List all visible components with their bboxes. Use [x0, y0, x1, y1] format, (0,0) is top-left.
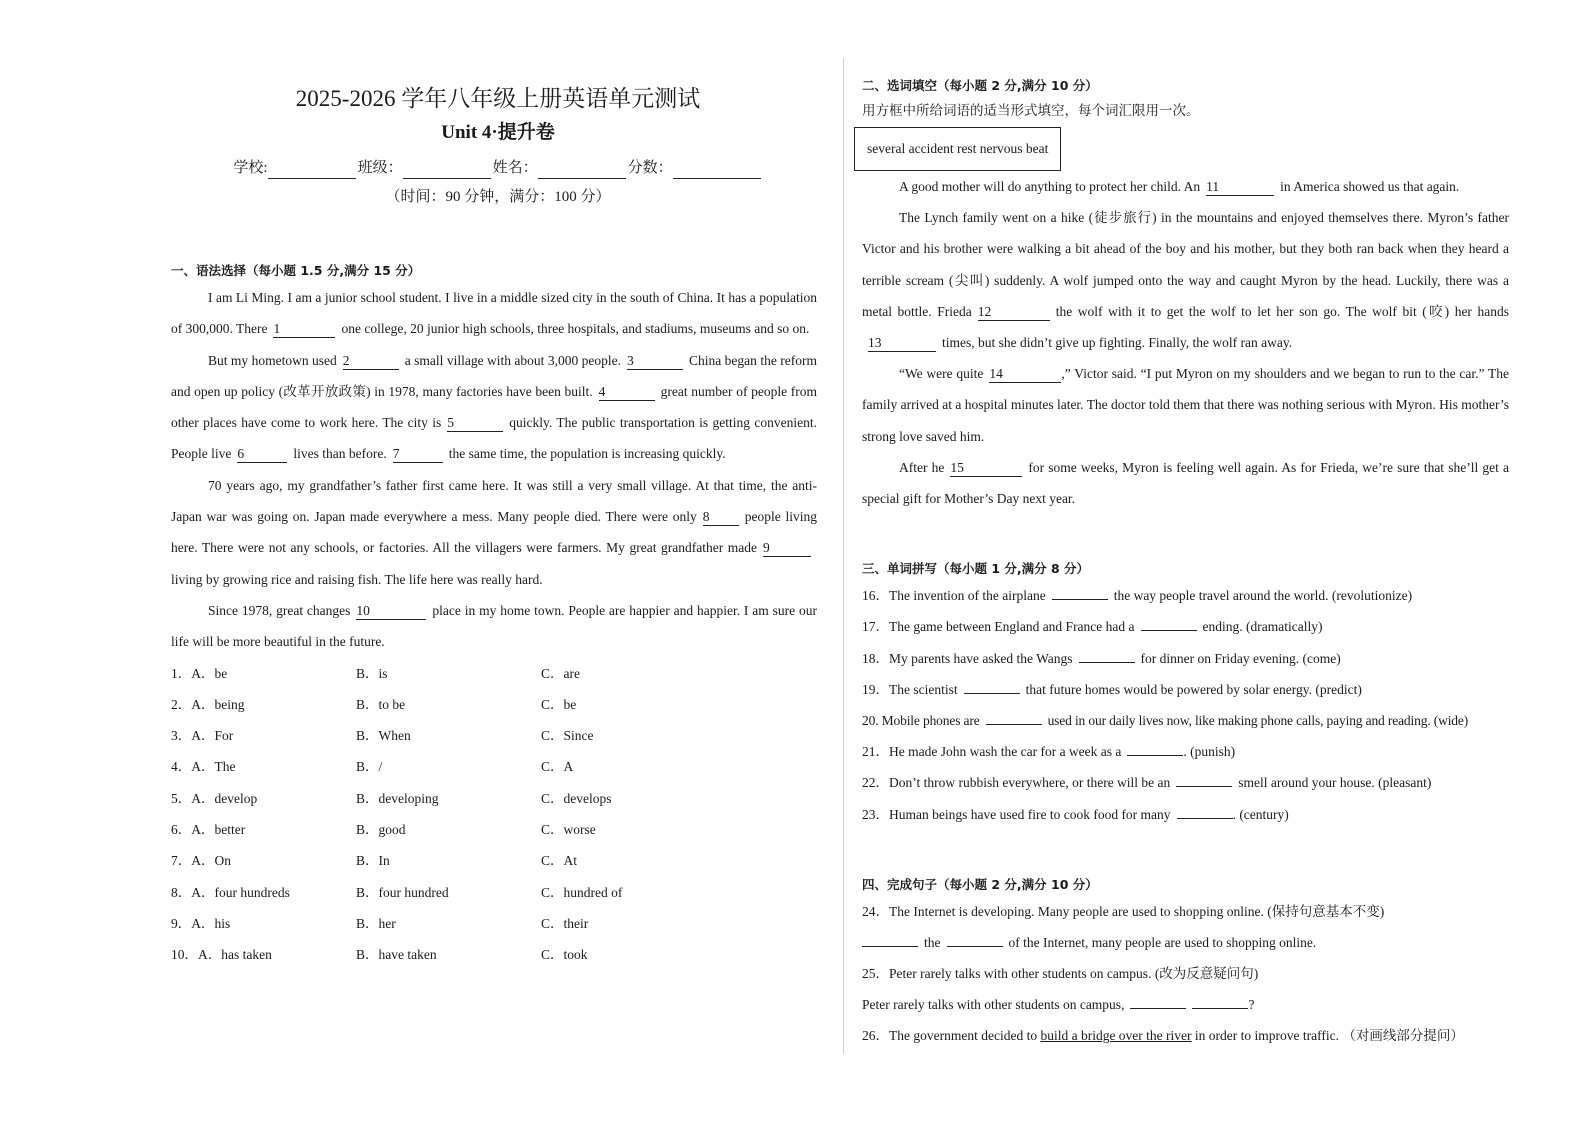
answer-blank[interactable] [1052, 586, 1108, 600]
blank-12[interactable]: 12 [978, 304, 1050, 321]
question-25: 25．Peter rarely talks with other students on campus. (改为反意疑问句) [862, 966, 1259, 982]
blank-8[interactable]: 8 [703, 509, 739, 526]
section1-paragraph-2: But my hometown used 2 a small village with about 3,000 people. 3 China began the reform and open up policy (改革开放政策) in 1978, many factories have been built. 4 great number of people from other places have come to work here. The city is 5 quickly. The public transportation is getting convenient. People live 6 lives than before. 7 the same time, the population is increasing quickly. [171, 352, 818, 462]
option-a[interactable]: 7．A．On [171, 853, 231, 869]
blank-3[interactable]: 3 [627, 353, 683, 370]
option-b[interactable]: B．her [356, 915, 396, 931]
option-b[interactable]: B．developing [356, 790, 439, 806]
answer-blank[interactable] [947, 933, 1003, 947]
section2-instruction: 用方框中所给词语的适当形式填空，每个词汇限用一次。 [862, 103, 1200, 118]
section2-paragraph-2: The Lynch family went on a hike (徒步旅行) in the mountains and enjoyed themselves there. Myron’s father Victor and his brother were walking a bit ahead of the boy and his mother, but they both ran back when they heard a terrible scream (尖叫) suddenly. A wolf jumped onto the way and caught Myron by the head. Luckily, there was a metal bottle. Frieda 12 the wolf with it to get the wolf to let her son go. The wolf bit (咬) her hands13 times, but she didn’t give up fighting. Finally, the wolf ran away. [862, 210, 1509, 351]
score-field: 分数： [628, 157, 763, 179]
left-column [171, 82, 817, 971]
option-a[interactable]: 8．A．four hundreds [171, 884, 290, 900]
option-a[interactable]: 5．A．develop [171, 790, 258, 806]
blank-6[interactable]: 6 [237, 446, 287, 463]
score-blank[interactable] [673, 163, 761, 179]
section3-heading: 三、单词拼写（每小题 1 分,满分 8 分） [862, 561, 1090, 577]
answer-blank[interactable] [1127, 742, 1183, 756]
spelling-item: 23．Human beings have used fire to cook food for many . (century) [862, 806, 1289, 822]
option-c[interactable]: C．worse [541, 822, 596, 838]
underlined-phrase: build a bridge over the river [1040, 1028, 1192, 1044]
name-blank[interactable] [538, 163, 626, 179]
column-divider [843, 58, 844, 1054]
option-b[interactable]: B．/ [356, 759, 383, 775]
blank-7[interactable]: 7 [393, 446, 443, 463]
option-b[interactable]: B．is [356, 665, 388, 681]
blank-9[interactable]: 9 [763, 540, 811, 557]
answer-blank[interactable] [1130, 995, 1186, 1009]
spelling-item: 18．My parents have asked the Wangs for dinner on Friday evening. (come) [862, 650, 1341, 666]
spelling-item: 20. Mobile phones are used in our daily lives now, like making phone calls, paying and reading. (wide) [862, 712, 1469, 728]
answer-blank[interactable] [986, 711, 1042, 725]
school-blank[interactable] [268, 163, 356, 179]
option-b[interactable]: B．have taken [356, 947, 437, 963]
section1-paragraph-3: 70 years ago, my grandfather’s father first came here. It was still a very small village. At that time, the anti-Japan war was going on. Japan made everywhere a mess. Many people died. There were only 8 people living here. There were not any schools, or factories. All the villagers were farmers. My great grandfather made 9living by growing rice and raising fish. The life here was really hard. [171, 477, 817, 587]
option-a[interactable]: 4．A．The [171, 759, 236, 775]
blank-13[interactable]: 13 [868, 335, 936, 352]
name-field: 姓名： [493, 157, 628, 179]
blank-1[interactable]: 1 [273, 321, 335, 338]
page-subtitle: Unit 4·提升卷 [441, 122, 555, 143]
answer-blank[interactable] [1192, 995, 1248, 1009]
answer-blank[interactable] [1176, 773, 1232, 787]
class-field: 班级： [358, 157, 493, 179]
student-info-line [179, 157, 817, 179]
section2-heading: 二、选词填空（每小题 2 分,满分 10 分） [862, 78, 1098, 93]
section1-heading: 一、语法选择（每小题 1.5 分,满分 15 分） [171, 263, 421, 278]
section2-paragraph-1: A good mother will do anything to protect her child. An 11 in America showed us that again. [899, 179, 1460, 194]
option-c[interactable]: C．are [541, 665, 580, 681]
option-c[interactable]: C．be [541, 696, 577, 712]
option-a[interactable]: 9．A．his [171, 915, 231, 931]
question-25-answer-line: Peter rarely talks with other students on campus, ? [862, 997, 1255, 1013]
blank-11[interactable]: 11 [1206, 179, 1274, 196]
option-a[interactable]: 3．A．For [171, 728, 234, 744]
option-a[interactable]: 1．A．be [171, 665, 228, 681]
blank-2[interactable]: 2 [343, 353, 399, 370]
option-row [171, 720, 817, 751]
question-26: 26．The government decided to build a bridge over the river in order to improve traffic. （对画线部分提问） [862, 1028, 1464, 1044]
right-column [862, 75, 1509, 1052]
option-row [171, 908, 817, 939]
spelling-item: 17．The game between England and France had a ending. (dramatically) [862, 619, 1323, 635]
spelling-item: 21．He made John wash the car for a week as a . (punish) [862, 744, 1236, 760]
option-a[interactable]: 6．A．better [171, 822, 246, 838]
option-c[interactable]: C．hundred of [541, 884, 623, 900]
option-a[interactable]: 10．A．has taken [171, 947, 272, 963]
question-24: 24．The Internet is developing. Many people are used to shopping online. (保持句意基本不变) [862, 903, 1385, 919]
answer-blank[interactable] [1177, 805, 1233, 819]
answer-blank[interactable] [1141, 617, 1197, 631]
option-row [171, 783, 817, 814]
option-row [171, 877, 817, 908]
option-c[interactable]: C．their [541, 915, 589, 931]
option-b[interactable]: B．to be [356, 696, 406, 712]
option-row [171, 658, 817, 689]
spelling-item: 16．The invention of the airplane the way people travel around the world. (revolutionize) [862, 588, 1413, 604]
blank-10[interactable]: 10 [356, 603, 426, 620]
option-c[interactable]: C．At [541, 853, 578, 869]
blank-4[interactable]: 4 [599, 384, 655, 401]
blank-14[interactable]: 14 [989, 366, 1061, 383]
option-c[interactable]: C．develops [541, 790, 612, 806]
option-row [171, 814, 817, 845]
option-row [171, 751, 817, 782]
section1-paragraph-1: I am Li Ming. I am a junior school student. I live in a middle sized city in the south of China. It has a population of 300,000. There 1 one college, 20 junior high schools, three hospitals, and stadiums, museums and so on. [171, 290, 817, 337]
option-a[interactable]: 2．A．being [171, 696, 245, 712]
answer-blank[interactable] [1079, 649, 1135, 663]
time-note: （时间：90 分钟，满分：100 分） [385, 189, 611, 205]
blank-15[interactable]: 15 [950, 460, 1022, 477]
page-title: 2025-2026 学年八年级上册英语单元测试 [295, 86, 701, 111]
blank-5[interactable]: 5 [447, 415, 503, 432]
spelling-item: 19．The scientist that future homes would be powered by solar energy. (predict) [862, 681, 1362, 697]
school-field: 学校: [233, 157, 357, 179]
answer-blank[interactable] [964, 680, 1020, 694]
question-24-answer-line: the of the Internet, many people are used to shopping online. [862, 927, 1509, 958]
section1-options [171, 658, 817, 971]
option-row [171, 689, 817, 720]
option-row [171, 939, 817, 970]
option-c[interactable]: C．took [541, 947, 588, 963]
option-c[interactable]: C．A [541, 759, 574, 775]
option-b[interactable]: B．four hundred [356, 884, 449, 900]
option-b[interactable]: B．In [356, 853, 390, 869]
spelling-item: 22．Don’t throw rubbish everywhere, or there will be an smell around your house. (pleasant) [862, 775, 1432, 791]
section4-heading: 四、完成句子（每小题 2 分,满分 10 分） [862, 876, 1098, 892]
section2-paragraph-4: After he 15 for some weeks, Myron is feeling well again. As for Frieda, we’re sure that she’ll get a special gift for Mother’s Day next year. [862, 459, 1509, 507]
option-c[interactable]: C．Since [541, 728, 594, 744]
section2-paragraph-3: “We were quite 14 ,” Victor said. “I put Myron on my shoulders and we began to run to the car.” The family arrived at a hospital minutes later. The doctor told them that there was nothing serious with Myron. His mother’s strong love saved him. [862, 366, 1509, 444]
option-b[interactable]: B．good [356, 822, 406, 838]
option-row [171, 845, 817, 876]
word-box: several accident rest nervous beat [854, 127, 1061, 171]
class-blank[interactable] [403, 163, 491, 179]
option-b[interactable]: B．When [356, 728, 411, 744]
section1-paragraph-4: Since 1978, great changes 10 place in my home town. People are happier and happier. I am sure our life will be more beautiful in the future. [171, 602, 817, 650]
answer-blank[interactable] [862, 933, 918, 947]
